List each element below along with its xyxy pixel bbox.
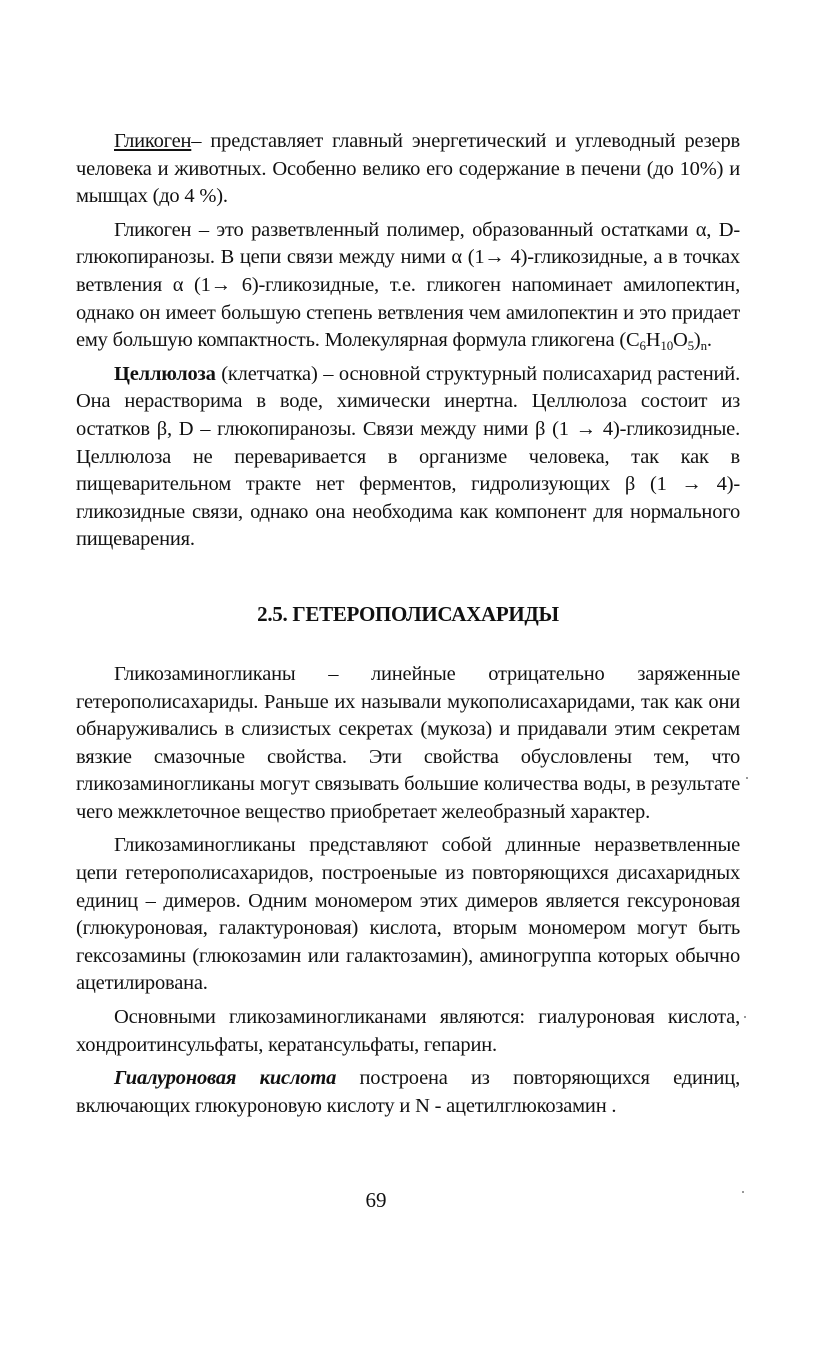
- formula-subscript: n: [700, 338, 707, 354]
- page-number: 69: [365, 1188, 387, 1212]
- paragraph-cellulose: [76, 361, 740, 554]
- paragraph-text: Гликоген – это разветвленный полимер, образованный остатками α, D-глюкопиранозы. В цепи связи между ними α (1→ 4)-гликозидные, а в точках ветвления α (1→ 6)-гликозидные, т.е. гликоген напоминает амилопектин, однако он имеет большую степень ветвления чем амилопектин и это придает ему большую компактность. Молекулярная формула гликогена (C: [76, 218, 740, 352]
- formula-subscript: 10: [660, 338, 673, 354]
- formula-subscript: 5: [687, 338, 694, 354]
- paragraph-text: построена из повторяющихся единиц, включающих глюкуроновую кислоту и N - ацетилглюкозамин .: [76, 1067, 740, 1117]
- formula-subscript: 6: [639, 338, 646, 354]
- paragraph-gag-definition: Гликозаминогликаны – линейные отрицательно заряженные гетерополисахариды. Раньше их называли мукополисахаридами, так как они обнаруживались в слизистых секретах (мукоза) и придавали этим секретам вязкие смазочные свойства. Эти свойства обусловлены тем, что гликозаминогликаны могут связывать большие количества воды, в результате чего межклеточное вещество приобретает желеобразный характер.: [76, 662, 740, 823]
- paragraph-gag-structure: Гликозаминогликаны представляют собой длинные неразветвленные цепи гетерополисахаридов, построеныые из повторяющихся дисахаридных единиц – димеров. Одним мономером этих димеров является гексуроновая (глюкуроновая, галактуроновая) кислота, вторым мономером могут быть гексозамины (глюкозамин или галактозамин), аминогруппа которых обычно ацетилирована.: [76, 834, 740, 995]
- formula-part: .: [706, 329, 712, 352]
- term-glycogen: Гликоген: [114, 130, 192, 152]
- paragraph-hyaluronic-acid: [76, 1065, 740, 1120]
- paragraph-glycogen-structure: [76, 217, 740, 355]
- section-heading: 2.5. ГЕТЕРОПОЛИСАХАРИДЫ: [257, 601, 559, 626]
- paragraph-text: – представляет главный энергетический и углеводный резерв человека и животных. Особенно велико его содержание в печени (до 10%) и мышцах (до 4 %).: [76, 130, 740, 208]
- scan-speck: [742, 1191, 744, 1193]
- paragraph-text: (клетчатка) – основной структурный полисахарид растений. Она нерастворима в воде, химически инертна. Целлюлоза состоит из остатков β, D – глюкопиранозы. Связи между ними β (1 → 4)-гликозидные. Целлюлоза не переваривается в организме человека, так как в пищеварительном тракте нет ферментов, гидролизующих β (1 → 4)-гликозидные связи, однако она необходима как компонент для нормального пищеварения.: [76, 362, 740, 551]
- term-hyaluronic-acid: Гиалуроновая кислота: [114, 1067, 337, 1090]
- formula-part: H: [645, 329, 661, 352]
- page-body: [76, 128, 740, 1126]
- paragraph-gag-list: Основными гликозаминогликанами являются: гиалуроновая кислота, хондроитинсульфаты, кератансульфаты, гепарин.: [76, 1006, 740, 1056]
- term-cellulose: Целлюлоза: [114, 362, 216, 385]
- paragraph-glycogen-intro: [76, 128, 740, 211]
- formula-part: O: [673, 329, 688, 352]
- scan-speck: [744, 1016, 746, 1018]
- scan-speck: [746, 777, 748, 779]
- formula-part: ): [693, 329, 701, 352]
